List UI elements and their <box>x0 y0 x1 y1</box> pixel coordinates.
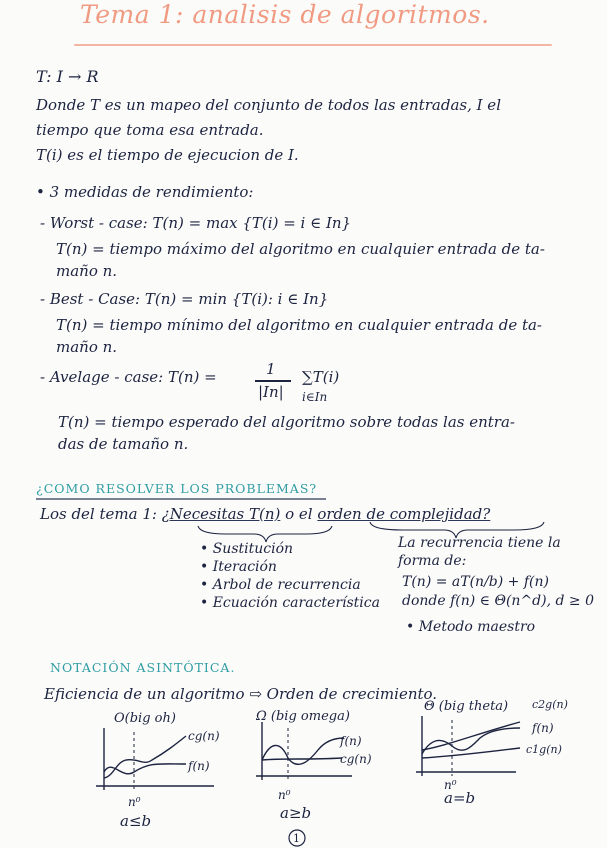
average-case-desc-2: das de tamaño n. <box>58 435 189 453</box>
graph-theta-condition: a=b <box>444 789 476 807</box>
title-underline <box>74 44 552 46</box>
worst-case-desc-2: maño n. <box>56 262 118 280</box>
method-sustitucion: • Sustitución <box>200 541 294 557</box>
average-numerator: 1 <box>266 360 276 378</box>
necesitas-tn: ¿Necesitas T(n) <box>161 505 281 523</box>
best-case-desc-1: T(n) = tiempo mínimo del algoritmo en cualquier entrada de ta- <box>56 316 542 334</box>
average-case-desc-1: T(n) = tiempo esperado del algoritmo sobre todas las entra- <box>58 413 515 431</box>
average-sum-index: i∈In <box>302 390 328 404</box>
metodo-maestro: • Metodo maestro <box>406 619 536 635</box>
problemas-heading: ¿COMO RESOLVER LOS PROBLEMAS? <box>36 481 318 496</box>
graph-theta-n0: n⁰ <box>444 778 457 792</box>
graph-omega-n0: n⁰ <box>278 788 291 802</box>
graph-bigoh-condition: a≤b <box>120 812 152 830</box>
graph-theta-bottom-label: c1g(n) <box>526 743 562 756</box>
notacion-heading: NOTACIÓN ASINTÓTICA. <box>50 660 236 675</box>
fraction-bar <box>255 380 291 382</box>
method-ecuacion: • Ecuación característica <box>200 595 380 611</box>
page-title: Tema 1: analisis de algoritmos. <box>80 0 490 29</box>
average-case-formula: - Avelage - case: T(n) = <box>40 368 217 386</box>
recurrence-line-3: T(n) = aT(n/b) + f(n) <box>402 574 549 590</box>
method-arbol: • Arbol de recurrencia <box>200 577 361 593</box>
average-denominator: |In| <box>258 383 284 401</box>
graph-bigoh-title: O(big oh) <box>114 711 176 726</box>
best-case-desc-2: maño n. <box>56 338 118 356</box>
graph-theta-top-label: c2g(n) <box>532 698 568 711</box>
graph-bigoh-n0: n⁰ <box>128 795 141 809</box>
recurrence-line-1: La recurrencia tiene la <box>398 535 561 551</box>
orden-complejidad: orden de complejidad? <box>317 505 491 523</box>
worst-case-desc-1: T(n) = tiempo máximo del algoritmo en cualquier entrada de ta- <box>56 240 545 258</box>
graph-omega-bottom-label: cg(n) <box>340 752 372 766</box>
intro-line-2: tiempo que toma esa entrada. <box>36 121 264 139</box>
graph-theta-middle-label: f(n) <box>532 721 554 735</box>
graph-theta-title: Θ (big theta) <box>424 699 509 714</box>
medidas-heading: • 3 medidas de rendimiento: <box>36 183 254 201</box>
mapping-formula: T: I → R <box>36 67 99 86</box>
graph-bigoh <box>96 728 246 808</box>
graph-omega-condition: a≥b <box>280 804 312 822</box>
worst-case-formula: - Worst - case: T(n) = max {T(i) = i ∈ In} <box>40 214 352 232</box>
best-case-formula: - Best - Case: T(n) = min {T(i): i ∈ In} <box>40 290 329 308</box>
graph-omega-title: Ω (big omega) <box>256 709 350 724</box>
eficiencia-line: Eficiencia de un algoritmo ⇨ Orden de crecimiento. <box>44 685 438 703</box>
graph-bigoh-top-label: cg(n) <box>188 729 220 743</box>
recurrence-line-4: donde f(n) ∈ Θ(n^d), d ≥ 0 <box>402 593 595 609</box>
problemas-heading-underline <box>36 497 336 501</box>
average-sum: ∑T(i) <box>302 368 340 386</box>
o-el: o el <box>280 505 318 523</box>
method-iteracion: • Iteración <box>200 559 277 575</box>
intro-line-3: T(i) es el tiempo de ejecucion de I. <box>36 146 299 164</box>
page-number: 1 <box>293 832 300 845</box>
graph-bigoh-bottom-label: f(n) <box>188 759 210 773</box>
tema-prefix: Los del tema 1: <box>40 505 162 523</box>
recurrence-line-2: forma de: <box>398 553 467 569</box>
intro-line-1: Donde T es un mapeo del conjunto de todos las entradas, I el <box>36 96 501 114</box>
graph-omega-top-label: f(n) <box>340 734 362 748</box>
